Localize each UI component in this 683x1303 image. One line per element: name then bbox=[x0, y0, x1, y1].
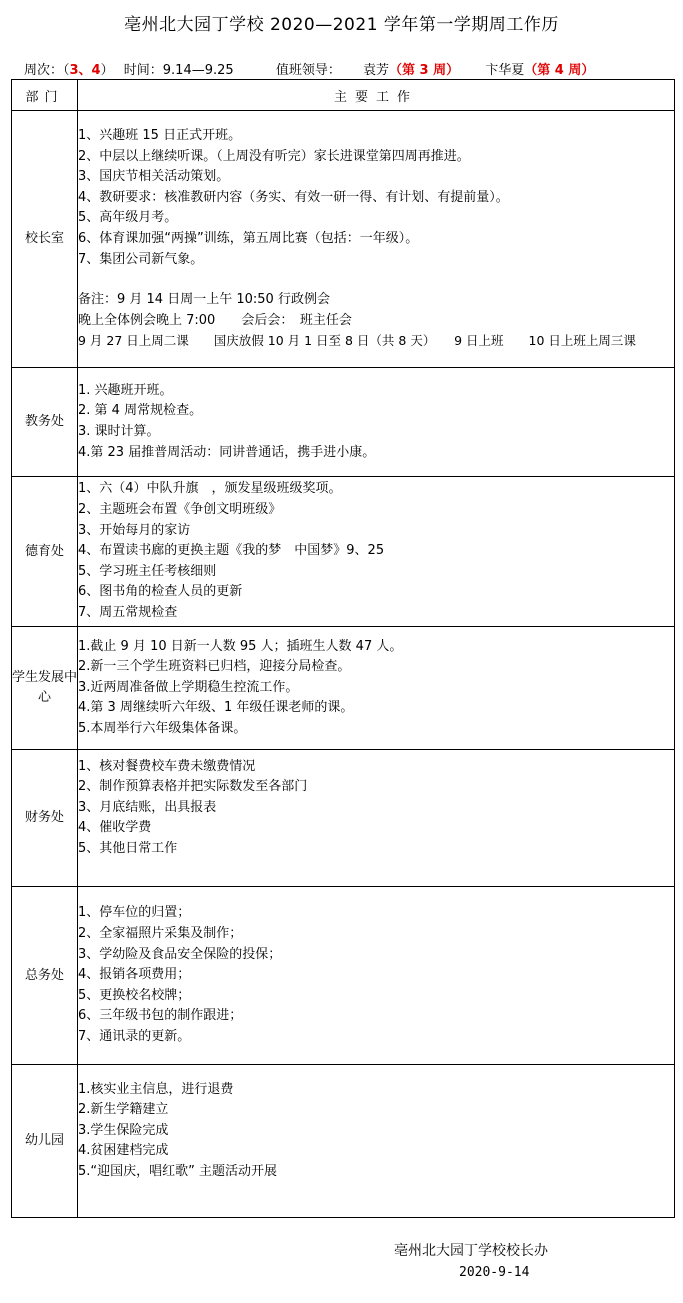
work-item: 6、图书角的检查人员的更新 bbox=[78, 584, 243, 600]
work-item: 7、集团公司新气象。 bbox=[78, 251, 204, 267]
work-item: 3、开始每月的家访 bbox=[78, 522, 191, 538]
note-item: 备注：9 月 14 日周一上午 10:50 行政例会 bbox=[78, 292, 330, 308]
work-academic-affairs bbox=[78, 368, 675, 477]
work-general-affairs bbox=[78, 887, 675, 1065]
spacer bbox=[78, 270, 674, 290]
table-row bbox=[12, 368, 675, 477]
work-item: 1、停车位的归置； bbox=[78, 905, 191, 921]
work-kindergarten bbox=[78, 1065, 675, 1218]
work-item: 6、三年级书包的制作跟进； bbox=[78, 1008, 243, 1024]
time-range: 时间：9.14—9.25 bbox=[123, 63, 234, 78]
leader-1-week: （第 3 周） bbox=[388, 63, 460, 78]
week-label: 周次：（ bbox=[24, 63, 70, 78]
table-row bbox=[12, 627, 675, 750]
work-item: 3、月底结账，出具报表 bbox=[78, 799, 217, 815]
footer-date: 2020-9-14 bbox=[459, 1265, 530, 1280]
work-item: 4、教研要求：核准教研内容（务实、有效一研一得、有计划、有提前量）。 bbox=[78, 189, 509, 205]
table-header-row bbox=[12, 80, 675, 111]
dept-finance: 财务处 bbox=[12, 750, 78, 887]
schedule-meta bbox=[24, 59, 674, 78]
note-item: 晚上全体例会晚上 7:00 会后会： 班主任会 bbox=[78, 312, 352, 328]
work-item: 3、学幼险及食品安全保险的投保； bbox=[78, 946, 282, 962]
work-item: 5、学习班主任考核细则 bbox=[78, 563, 217, 579]
dept-kindergarten: 幼儿园 bbox=[12, 1065, 78, 1218]
work-item: 1、核对餐费校车费未缴费情况 bbox=[78, 758, 256, 774]
work-item: 2.新生学籍建立 bbox=[78, 1102, 169, 1118]
work-finance bbox=[78, 750, 675, 887]
work-principal-office bbox=[78, 111, 675, 368]
work-item: 1.截止 9 月 10 日新一人数 95 人；插班生人数 47 人。 bbox=[78, 638, 403, 654]
spacer bbox=[78, 859, 674, 879]
work-item: 7、周五常规检查 bbox=[78, 604, 178, 620]
spacer bbox=[78, 1182, 674, 1202]
header-dept: 部门 bbox=[12, 80, 78, 111]
note-item: 9 月 27 日上周二课 国庆放假 10 月 1 日至 8 日（共 8 天） 9 日上班 10 日上班上周三课 bbox=[78, 333, 636, 349]
dept-academic-affairs: 教务处 bbox=[12, 368, 78, 477]
work-item: 4.第 3 周继续听六年级、1 年级任课老师的课。 bbox=[78, 700, 354, 716]
leader-2-name: 卞华夏 bbox=[485, 63, 525, 78]
work-item: 3.学生保险完成 bbox=[78, 1122, 169, 1138]
table-row bbox=[12, 1065, 675, 1218]
document-title: 亳州北大园丁学校 2020—2021 学年第一学期周工作历 bbox=[124, 15, 559, 35]
work-item: 4.贫困建档完成 bbox=[78, 1143, 169, 1159]
work-item: 5.本周举行六年级集体备课。 bbox=[78, 720, 247, 736]
work-student-development bbox=[78, 627, 675, 750]
work-item: 4、布置读书廊的更换主题《我的梦 中国梦》9、25 bbox=[78, 543, 385, 559]
work-item: 2、制作预算表格并把实际数发至各部门 bbox=[78, 779, 308, 795]
table-row bbox=[12, 750, 675, 887]
work-item: 2、主题班会布置《争创文明班级》 bbox=[78, 502, 282, 518]
dept-moral-education: 德育处 bbox=[12, 477, 78, 627]
work-item: 3.近两周准备做上学期稳生控流工作。 bbox=[78, 679, 299, 695]
header-work: 主要工作 bbox=[78, 80, 675, 111]
work-item: 1、六（4）中队升旗 ，颁发星级班级奖项。 bbox=[78, 481, 342, 497]
work-item: 2、全家福照片采集及制作； bbox=[78, 926, 243, 942]
work-item: 5、其他日常工作 bbox=[78, 840, 178, 856]
dept-student-development: 学生发展中心 bbox=[12, 627, 78, 750]
work-calendar-table bbox=[11, 79, 675, 1218]
dept-general-affairs: 总务处 bbox=[12, 887, 78, 1065]
table-row bbox=[12, 477, 675, 627]
week-close: ） bbox=[100, 63, 114, 78]
work-item: 1.核实业主信息，进行退费 bbox=[78, 1081, 234, 1097]
work-item: 3. 课时计算。 bbox=[78, 424, 160, 439]
work-item: 4.第 23 届推普周活动：同讲普通话，携手进小康。 bbox=[78, 444, 376, 460]
work-item: 4、催收学费 bbox=[78, 820, 152, 836]
work-item: 3、国庆节相关活动策划。 bbox=[78, 169, 230, 185]
week-value: 3、4 bbox=[69, 63, 101, 78]
work-item: 2、中层以上继续听课。（上周没有听完）家长进课堂第四周再推进。 bbox=[78, 148, 470, 164]
work-item: 5、高年级月考。 bbox=[78, 210, 178, 226]
work-item: 1. 兴趣班开班。 bbox=[78, 382, 173, 398]
duty-label: 值班领导： bbox=[275, 63, 341, 78]
work-item: 4、报销各项费用； bbox=[78, 967, 191, 983]
leader-2-week: （第 4 周） bbox=[524, 63, 595, 78]
leader-1-name: 袁芳 bbox=[362, 63, 389, 78]
table-row bbox=[12, 887, 675, 1065]
work-item: 7、通讯录的更新。 bbox=[78, 1028, 191, 1044]
work-item: 5.“迎国庆，唱红歌” 主题活动开展 bbox=[78, 1163, 278, 1179]
dept-principal-office: 校长室 bbox=[12, 111, 78, 368]
work-item: 5、更换校名校牌； bbox=[78, 987, 191, 1003]
work-moral-education bbox=[78, 477, 675, 627]
table-row bbox=[12, 111, 675, 368]
work-item: 2.新一三个学生班资料已归档，迎接分局检查。 bbox=[78, 659, 351, 675]
footer-signature: 亳州北大园丁学校校长办 bbox=[394, 1243, 548, 1259]
work-item: 2. 第 4 周常规检查。 bbox=[78, 403, 203, 419]
work-item: 6、体育课加强“两操”训练，第五周比赛（包括：一年级）。 bbox=[78, 231, 419, 246]
work-item: 1、兴趣班 15 日正式开班。 bbox=[78, 128, 242, 144]
